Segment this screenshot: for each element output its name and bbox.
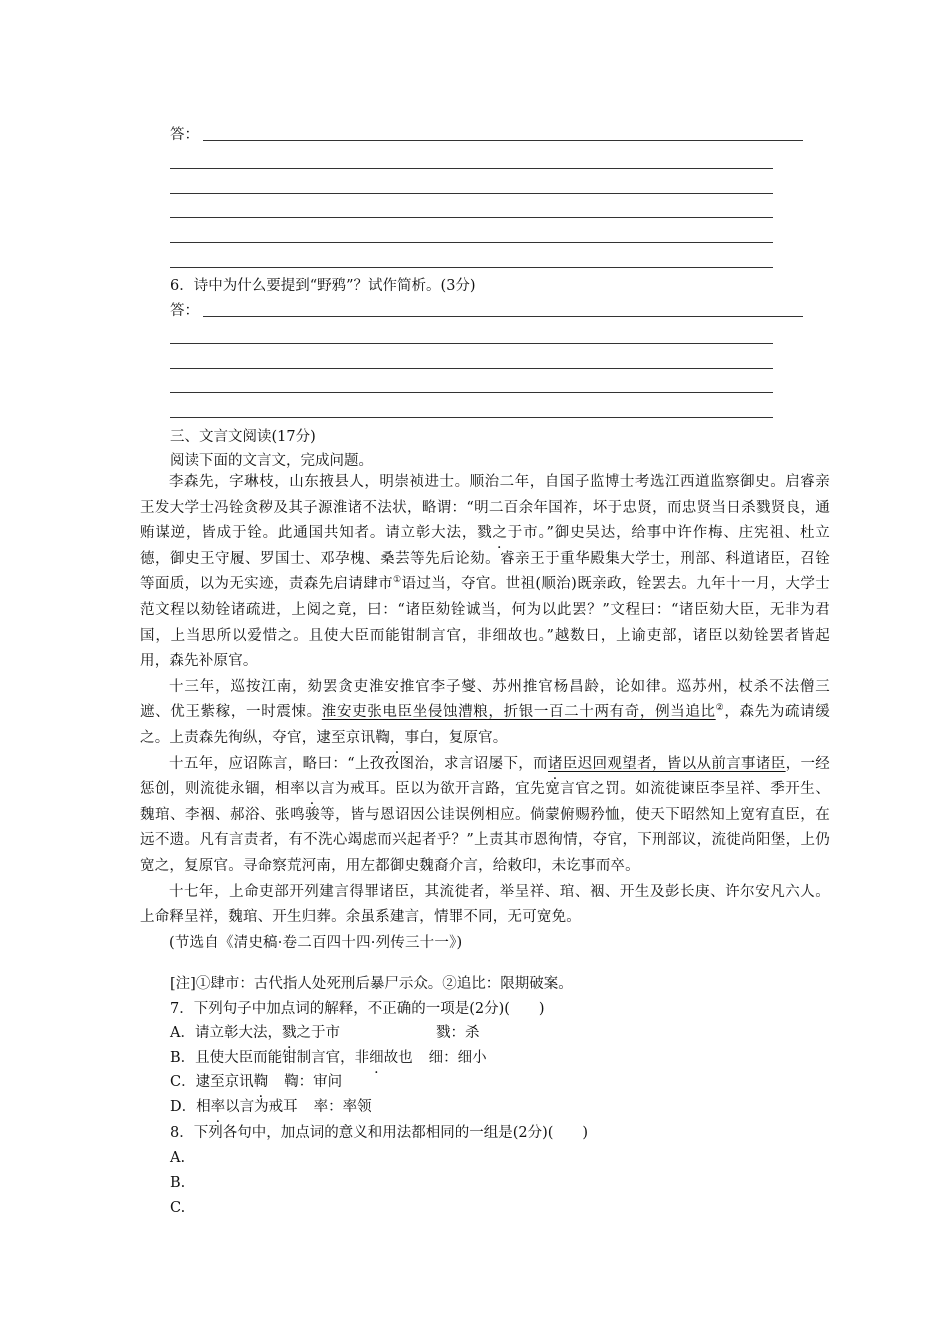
dotted-word: 戮 [477, 525, 493, 542]
passage-paragraph-4: 十七年，上命吏部开列建言得罪诸臣，其流徙者，举呈祥、琯、裀、开生及彭长庚、许尔安凡六人。上命释呈祥，魏琯、开生归葬。余虽系建言，情罪不同，无可宽免。 [140, 883, 830, 926]
section-instruction: 阅读下面的文言文，完成问题。 [170, 453, 373, 469]
passage-source: (节选自《清史稿·卷二百四十四·列传三十一》) [169, 934, 463, 951]
option-text: 之于市 [296, 1025, 340, 1041]
option-text: 以言为戒耳 [225, 1099, 298, 1115]
q7-option-a[interactable] [170, 1024, 479, 1042]
text-run: ，事白，复原官。 [389, 729, 508, 746]
section-title: 三、文言文阅读(17分) [170, 429, 316, 445]
text-run: 十三年，巡按江南，劾罢贪吏淮安推官李子燮、苏州推官杨昌龄，论如律。巡苏州，杖杀不法僧三遮、优王紫稼，一时震悚。 [140, 678, 830, 721]
dotted-word: 率 [210, 1099, 226, 1115]
option-text: A．请立彰大法， [170, 1025, 282, 1041]
answer-rule [170, 392, 773, 393]
option-text: 故也 [383, 1050, 413, 1066]
passage-notes: [注]①肆市：古代指人处死刑后暴尸示众。②追比：限期破案。 [170, 976, 573, 992]
passage-paragraph-2 [140, 675, 830, 752]
answer-underline [203, 316, 803, 317]
option-gloss: 率：率领 [313, 1099, 372, 1115]
answer-label: 答： [170, 127, 199, 143]
dotted-word: 鞫 [253, 1074, 269, 1090]
answer-rule [170, 417, 773, 418]
text-run: 之于市。”御史吴达，给事中许作梅、庄宪祖、杜立德，御史王守履、罗国士、邓孕槐、桑芸等先后论劾。睿亲王于重华殿集大学士，刑部、科道诸臣，召铨等面质，以为无实迹，责森先启请肆市 [140, 525, 830, 593]
answer-rule [170, 217, 773, 218]
option-gloss: 细：细小 [428, 1050, 487, 1066]
option-text: D．相 [170, 1099, 211, 1115]
option-gloss: 鞫：审问 [284, 1074, 343, 1090]
q8-option-a[interactable]: A. [170, 1150, 186, 1166]
q7-option-d[interactable] [170, 1098, 372, 1116]
answer-rule [170, 368, 773, 369]
dotted-word: 细 [369, 1050, 384, 1066]
answer-line-first[interactable] [170, 126, 803, 144]
question-6: 6．诗中为什么要提到“野鸦”？试作简析。(3分) [170, 278, 476, 294]
answer-rule [170, 242, 773, 243]
q7-option-b[interactable] [170, 1049, 487, 1067]
text-run: 语过当，夺官。世祖(顺治)既亲政，铨罢去。九年十一月，大学士范文程以劾铨诸疏进，上阅之竟，曰：“诸臣劾铨诚当，何为以此罢？”文程曰：“诸臣劾大臣，无非为君国，上当思所以爱惜之。且使大臣而能钳制言官，非细故也。”越数日，上谕吏部，诸臣以劾铨罢者皆起用，森先补原官。 [140, 576, 830, 670]
question-8: 8．下列各句中，加点词的意义和用法都相同的一组是(2分)( ) [170, 1125, 589, 1141]
passage-paragraph-3 [140, 752, 830, 880]
footnote-marker: ① [392, 575, 402, 586]
answer-line-first[interactable] [170, 302, 803, 320]
option-gloss: 戮：杀 [435, 1025, 480, 1041]
text-run: 李森先，字琳枝，山东掖县人，明崇祯进士。顺治二年，自国子监博士考选江西道监察御史。启睿亲王发大学士冯铨贪秽及其子源淮诸不法状，略谓：“明二百余年国祚，坏于忠贤，而忠贤当日杀戮贤良，通贿谋逆，皆成于铨。此通国共知者。请立彰大法， [140, 474, 830, 542]
answer-label: 答： [170, 303, 199, 319]
answer-rule [170, 193, 773, 194]
underlined-sentence: 诸臣迟回观望者，皆以从前言事诸臣 [548, 755, 786, 772]
footnote-marker: ② [715, 703, 725, 714]
dotted-word: 率 [290, 781, 306, 798]
text-run: 以言为戒耳。臣以为欲开言路，宜先宽言官之罚。如流徙谏臣李呈祥、季开生、魏琯、李裀、郝浴、张鸣骏等，皆与恩诏因公诖误例相应。倘蒙俯赐矜恤，使天下昭然知上宽宥直臣，在远不遗。凡有言责者，有不洗心竭虑而兴起者乎？”上责其市恩徇情，夺官，下刑部议，流徙尚阳堡，上仍宽之，复原官。寻命察荒河南，用左都御史魏裔介言，给敕印，未讫事而卒。 [140, 781, 831, 874]
answer-underline [203, 140, 803, 141]
q8-option-c[interactable]: C. [170, 1200, 186, 1216]
text-run: 十五年，应诏陈言，略曰：“上孜孜图治，求言诏屡下， [169, 755, 534, 772]
classical-passage [140, 470, 830, 956]
text-run: ，森先为疏请缓之。上责森先徇纵，夺官，逮至京讯 [140, 704, 830, 746]
dotted-word: 鞫 [375, 729, 390, 746]
answer-rule [170, 267, 773, 268]
dotted-word: 戮 [281, 1025, 297, 1041]
answer-rule [170, 343, 773, 344]
q8-option-b[interactable]: B. [170, 1175, 186, 1191]
q7-option-c[interactable] [170, 1073, 342, 1091]
answer-rule [170, 168, 773, 169]
option-text: B．且使大臣而能钳制言官，非 [170, 1050, 370, 1066]
option-text: C．逮至京讯 [170, 1074, 254, 1090]
text-run: ，一经惩创，则流徙永锢，相 [140, 755, 830, 798]
passage-paragraph-1 [140, 470, 830, 675]
underlined-sentence: 淮安吏张电臣坐侵蚀漕粮，折银一百二十两有奇，例当追比 [321, 704, 716, 721]
dotted-word: 而 [533, 755, 548, 772]
question-7: 7．下列句子中加点词的解释，不正确的一项是(2分)( ) [170, 1001, 545, 1017]
